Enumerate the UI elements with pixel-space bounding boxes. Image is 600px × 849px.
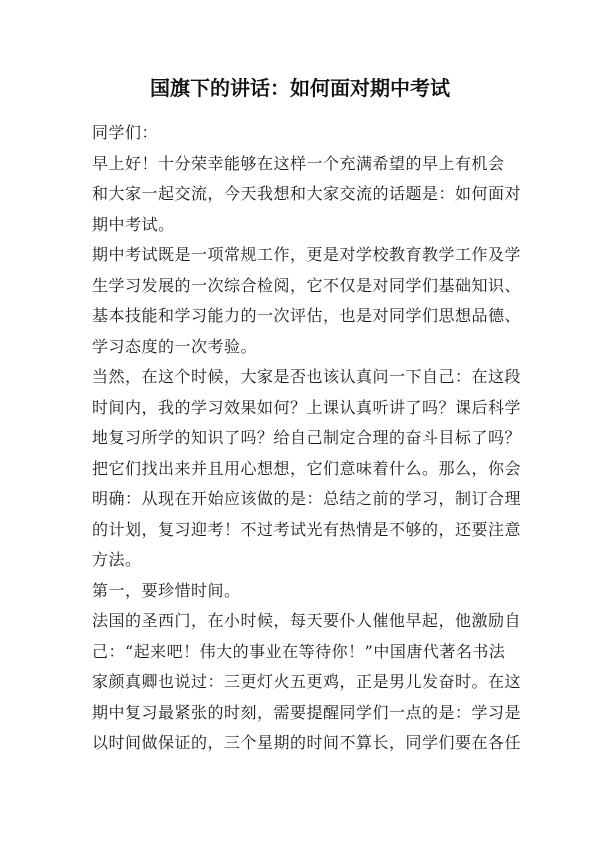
- text-line: 早上好！十分荣幸能够在这样一个充满希望的早上有机会: [92, 153, 505, 173]
- text-line: 期中考试。: [92, 214, 175, 234]
- text-line: 家颜真卿也说过：三更灯火五更鸡，正是男儿发奋时。在这: [92, 672, 522, 691]
- document-body: [92, 118, 522, 759]
- text-line: 同学们：: [92, 123, 159, 142]
- text-line: 和大家一起交流，今天我想和大家交流的话题是：如何面对: [92, 184, 522, 203]
- text-line: 基本技能和学习能力的一次评估，也是对同学们思想品德、: [92, 306, 522, 325]
- text-line: 以时间做保证的，三个星期的时间不算长，同学们要在各任: [92, 733, 522, 752]
- text-line: 把它们找出来并且用心想想，它们意味着什么。那么，你会: [92, 458, 522, 478]
- text-line: 己：“起来吧！伟大的事业在等待你！”中国唐代著名书法: [92, 641, 506, 661]
- text-line: 生学习发展的一次综合检阅，它不仅是对同学们基础知识、: [92, 275, 522, 295]
- text-line: 学习态度的一次考验。: [92, 336, 258, 356]
- text-line: 的计划，复习迎考！不过考试光有热情是不够的，还要注意: [92, 519, 522, 539]
- text-line: 明确：从现在开始应该做的是：总结之前的学习，制订合理: [92, 489, 522, 508]
- text-line: 法国的圣西门，在小时候，每天要仆人催他早起，他激励自: [92, 611, 522, 630]
- text-line: 第一，要珍惜时间。: [92, 580, 241, 600]
- text-line: 地复习所学的知识了吗？给自己制定合理的奋斗目标了吗？: [92, 428, 522, 447]
- text-line: 当然，在这个时候，大家是否也该认真问一下自己：在这段: [92, 367, 522, 386]
- text-line: 期中复习最紧张的时刻，需要提醒同学们一点的是：学习是: [92, 702, 522, 722]
- document-title: 国旗下的讲话：如何面对期中考试: [150, 76, 450, 100]
- text-line: 期中考试既是一项常规工作，更是对学校教育教学工作及学: [92, 245, 522, 264]
- text-line: 时间内，我的学习效果如何？上课认真听讲了吗？课后科学: [92, 397, 522, 417]
- text-line: 方法。: [92, 550, 142, 569]
